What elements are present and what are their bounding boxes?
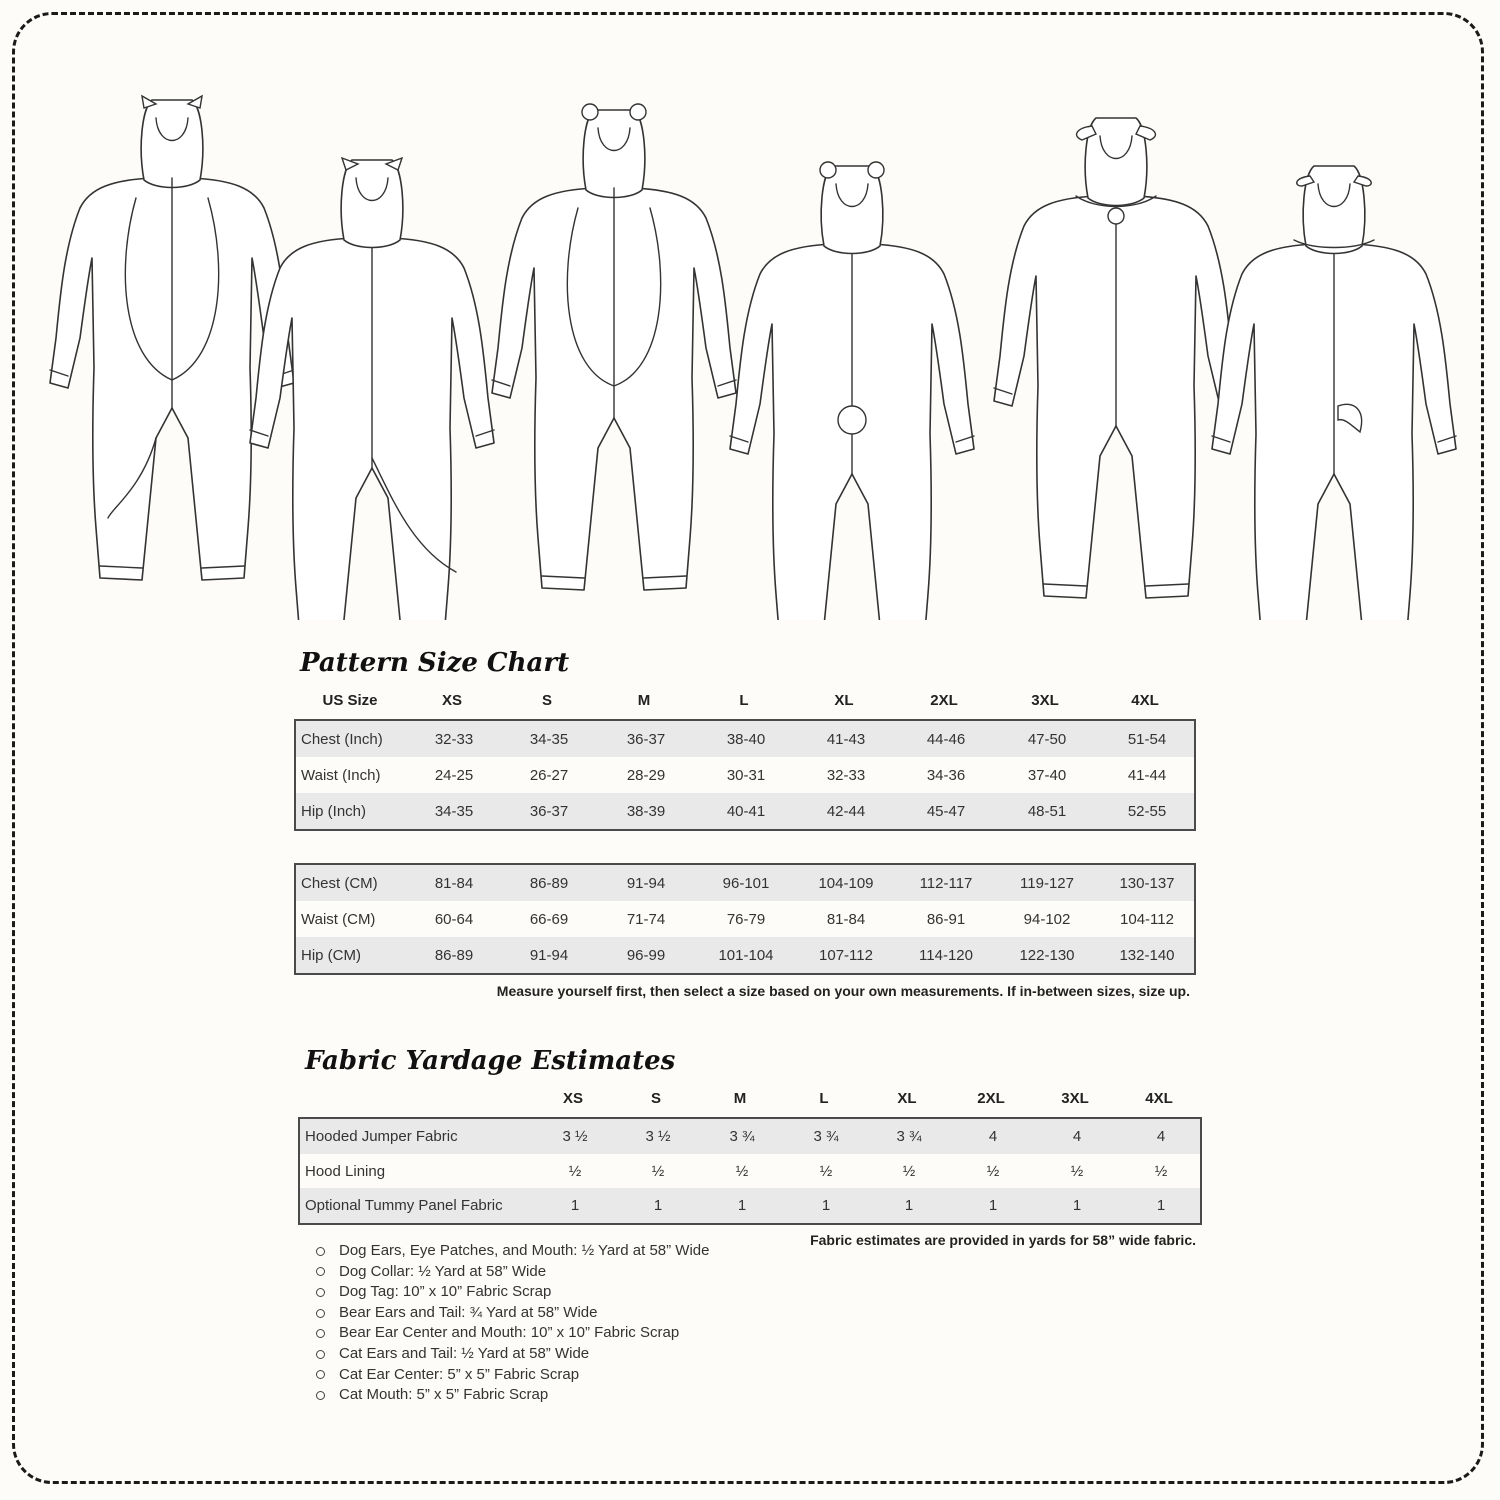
table-cell: 1: [988, 1197, 998, 1215]
row-label: Chest (Inch): [301, 730, 383, 748]
table-cell: 3 ½: [562, 1127, 588, 1145]
row-label: Waist (CM): [301, 910, 376, 928]
table-cell: 1: [904, 1197, 914, 1215]
table-cell: 36-37: [529, 802, 569, 820]
cat-back-illustration: [250, 158, 494, 620]
circle-bullet-icon: [316, 1309, 325, 1318]
table-cell: 40-41: [726, 802, 766, 820]
circle-bullet-icon: [316, 1350, 325, 1359]
size-chart-title: Pattern Size Chart: [300, 648, 570, 678]
list-item-text: Bear Ear Center and Mouth: 10” x 10” Fabric Scrap: [339, 1324, 680, 1342]
table-cell: 60-64: [434, 910, 474, 928]
table-row: [296, 901, 1194, 937]
table-cell: 86-91: [926, 910, 966, 928]
size-chart-note: Measure yourself first, then select a size based on your own measurements. If in-between sizes, size up.: [496, 983, 1190, 999]
table-cell: 44-46: [926, 730, 966, 748]
table-cell: 37-40: [1027, 766, 1067, 784]
table-cell: 96-99: [626, 946, 666, 964]
yardage-title: Fabric Yardage Estimates: [305, 1046, 676, 1076]
circle-bullet-icon: [316, 1329, 325, 1338]
dog-back-illustration: [1212, 166, 1456, 620]
table-cell: ½: [735, 1162, 749, 1180]
size-header: L: [739, 692, 749, 709]
cat-front-illustration: [50, 96, 294, 580]
table-cell: 86-89: [434, 946, 474, 964]
table-cell: 1: [653, 1197, 663, 1215]
row-label: Hip (Inch): [301, 802, 367, 820]
row-label: Hood Lining: [305, 1162, 386, 1180]
list-item: [316, 1303, 709, 1324]
row-label: Waist (Inch): [301, 766, 381, 784]
table-cell: 4: [1156, 1127, 1166, 1145]
list-item-text: Cat Ear Center: 5” x 5” Fabric Scrap: [339, 1365, 580, 1383]
table-cell: 26-27: [529, 766, 569, 784]
table-cell: 96-101: [722, 874, 770, 892]
size-header: 2XL: [930, 692, 958, 709]
table-cell: 30-31: [726, 766, 766, 784]
table-row: [296, 757, 1194, 793]
table-cell: 122-130: [1019, 946, 1075, 964]
circle-bullet-icon: [316, 1288, 325, 1297]
table-cell: ½: [819, 1162, 833, 1180]
table-row: [296, 721, 1194, 757]
table-cell: 91-94: [626, 874, 666, 892]
row-label: Hooded Jumper Fabric: [305, 1127, 458, 1145]
bear-front-illustration: [492, 104, 736, 590]
table-cell: 48-51: [1027, 802, 1067, 820]
table-cell: 32-33: [826, 766, 866, 784]
list-item-text: Dog Collar: ½ Yard at 58” Wide: [339, 1262, 547, 1280]
list-item: [316, 1344, 709, 1365]
dog-front-illustration: [994, 118, 1238, 598]
table-row: [296, 937, 1194, 973]
table-cell: 94-102: [1023, 910, 1071, 928]
table-cell: 101-104: [718, 946, 774, 964]
table-cell: 34-35: [529, 730, 569, 748]
table-cell: 81-84: [434, 874, 474, 892]
yardage-note: Fabric estimates are provided in yards for 58” wide fabric.: [810, 1232, 1196, 1248]
size-chart-header-row: [294, 692, 1196, 716]
circle-bullet-icon: [316, 1391, 325, 1400]
size-header: M: [637, 692, 651, 709]
size-header: XS: [562, 1090, 583, 1107]
table-cell: 1: [570, 1197, 580, 1215]
table-cell: 34-35: [434, 802, 474, 820]
table-cell: 3 ¾: [729, 1127, 755, 1145]
table-cell: 52-55: [1127, 802, 1167, 820]
list-item-text: Dog Ears, Eye Patches, and Mouth: ½ Yard at 58” Wide: [339, 1242, 710, 1259]
table-cell: ½: [1154, 1162, 1168, 1180]
size-header: XL: [897, 1090, 917, 1107]
table-cell: ½: [568, 1162, 582, 1180]
table-cell: 51-54: [1127, 730, 1167, 748]
list-item: [316, 1365, 709, 1386]
circle-bullet-icon: [316, 1370, 325, 1379]
table-cell: 66-69: [529, 910, 569, 928]
table-cell: 76-79: [726, 910, 766, 928]
table-cell: 104-112: [1120, 910, 1174, 928]
us-size-header: US Size: [322, 692, 378, 709]
list-item-text: Bear Ears and Tail: ¾ Yard at 58” Wide: [339, 1303, 598, 1321]
size-header: 3XL: [1061, 1090, 1089, 1107]
table-row: [300, 1119, 1200, 1154]
list-item: [316, 1262, 709, 1283]
table-cell: 42-44: [826, 802, 866, 820]
row-label: Hip (CM): [301, 946, 361, 964]
table-cell: 36-37: [626, 730, 666, 748]
table-cell: 45-47: [926, 802, 966, 820]
table-row: [296, 865, 1194, 901]
size-header: S: [650, 1090, 661, 1107]
list-item-text: Cat Ears and Tail: ½ Yard at 58” Wide: [339, 1344, 590, 1362]
circle-bullet-icon: [316, 1267, 325, 1276]
size-header: 2XL: [977, 1090, 1005, 1107]
table-cell: 86-89: [529, 874, 569, 892]
table-cell: 1: [737, 1197, 747, 1215]
technical-drawings: [0, 0, 1500, 620]
table-cell: 3 ¾: [813, 1127, 839, 1145]
table-cell: 24-25: [434, 766, 474, 784]
size-header: M: [733, 1090, 747, 1107]
table-cell: 91-94: [529, 946, 569, 964]
table-cell: 114-120: [919, 946, 973, 964]
table-cell: 1: [1072, 1197, 1082, 1215]
size-header: 3XL: [1031, 692, 1059, 709]
table-cell: 119-127: [1020, 874, 1074, 892]
inch-measurements-table: [294, 719, 1196, 831]
table-cell: 41-43: [826, 730, 866, 748]
size-header: 4XL: [1131, 692, 1159, 709]
table-cell: 132-140: [1119, 946, 1175, 964]
bear-back-illustration: [730, 162, 974, 620]
table-cell: ½: [1070, 1162, 1084, 1180]
table-cell: 130-137: [1119, 874, 1175, 892]
list-item-text: Dog Tag: 10” x 10” Fabric Scrap: [339, 1283, 552, 1301]
list-item: [316, 1323, 709, 1344]
table-cell: 1: [821, 1197, 831, 1215]
table-cell: 47-50: [1027, 730, 1067, 748]
table-cell: 34-36: [926, 766, 966, 784]
table-cell: 4: [1072, 1127, 1082, 1145]
table-cell: 71-74: [626, 910, 666, 928]
list-item-text: Cat Mouth: 5” x 5” Fabric Scrap: [339, 1386, 549, 1404]
size-header: L: [819, 1090, 829, 1107]
size-header: XS: [441, 692, 462, 709]
yardage-table: [298, 1117, 1202, 1225]
table-cell: 38-39: [626, 802, 666, 820]
row-label: Chest (CM): [301, 874, 378, 892]
table-cell: ½: [651, 1162, 665, 1180]
table-cell: 107-112: [819, 946, 873, 964]
table-row: [300, 1188, 1200, 1223]
notions-list: [316, 1241, 709, 1406]
table-cell: 3 ½: [645, 1127, 671, 1145]
table-cell: 28-29: [626, 766, 666, 784]
circle-bullet-icon: [316, 1247, 325, 1256]
table-cell: 112-117: [919, 874, 973, 892]
row-label: Optional Tummy Panel Fabric: [305, 1197, 503, 1215]
yardage-header-row: [298, 1090, 1202, 1114]
table-cell: 4: [988, 1127, 998, 1145]
cm-measurements-table: [294, 863, 1196, 975]
size-header: 4XL: [1145, 1090, 1173, 1107]
table-cell: 32-33: [434, 730, 474, 748]
table-cell: 41-44: [1127, 766, 1167, 784]
table-cell: 104-109: [818, 874, 874, 892]
table-cell: ½: [986, 1162, 1000, 1180]
table-cell: 81-84: [826, 910, 866, 928]
table-cell: 1: [1156, 1197, 1166, 1215]
table-cell: 38-40: [726, 730, 766, 748]
size-header: XL: [834, 692, 854, 709]
list-item: [316, 1241, 709, 1262]
list-item: [316, 1385, 709, 1406]
list-item: [316, 1282, 709, 1303]
table-cell: ½: [902, 1162, 916, 1180]
table-row: [296, 793, 1194, 829]
table-cell: 3 ¾: [896, 1127, 922, 1145]
size-header: S: [541, 692, 552, 709]
table-row: [300, 1154, 1200, 1189]
